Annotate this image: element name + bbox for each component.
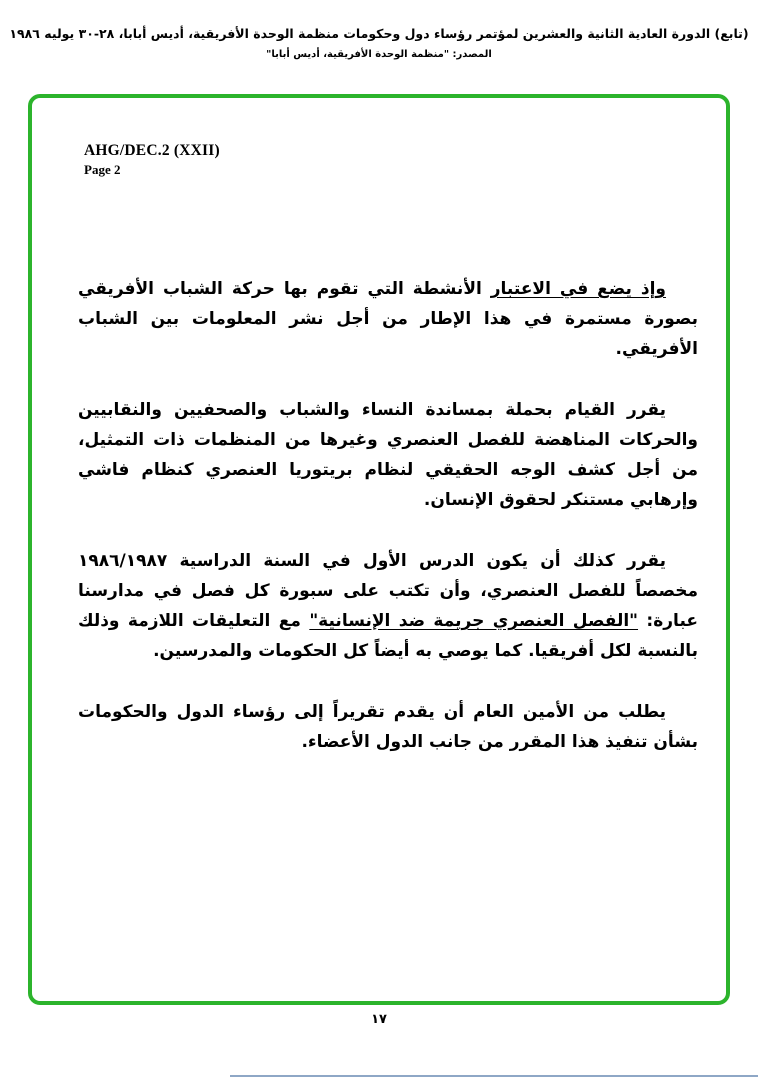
page-number: ١٧ [371,1012,387,1027]
document-frame [28,94,730,1005]
document-page-label: Page 2 [84,162,121,177]
text-segment: مع التعليقات اللازمة وذلك بالنسبة لكل أفريقيا. كما يوصي به أيضاً كل الحكومات والمدرسين. [78,611,698,661]
document-reference: AHG/DEC.2 (XXII) [84,142,220,159]
paragraph [78,395,698,515]
text-segment: يقرر القيام بحملة بمساندة النساء والشباب والصحفيين والنقابيين والحركات المناهضة للفصل العنصري وغيرها من المنظمات ذات التمثيل، من أجل كشف الوجه الحقيقي لنظام بريتوريا العنصري كنظام فاشي وإرهابي مستنكر لحقوق الإنسان. [78,400,698,510]
underlined-phrase: وإذ يضع في الاعتبار [490,279,666,299]
text-segment: يقرر كذلك أن يكون الدرس الأول في السنة الدراسية ١٩٨٦/١٩٨٧ مخصصاً للفصل العنصري، وأن تكتب على سبورة كل فصل في مدارسنا عبارة: [78,551,698,631]
paragraph [78,546,698,666]
text-segment: يطلب من الأمين العام أن يقدم تقريراً إلى رؤساء الدول والحكومات بشأن تنفيذ هذا المقرر من جانب الدول الأعضاء. [78,702,698,752]
paragraph [78,274,698,364]
document-body [78,274,698,757]
underlined-phrase: "الفصل العنصري جريمة ضد الإنسانية" [309,611,639,631]
text-segment: الأنشطة التي تقوم بها حركة الشباب الأفريقي بصورة مستمرة في هذا الإطار من أجل نشر المعلومات بين الشباب الأفريقي. [78,279,698,359]
paragraph [78,697,698,757]
header-session-line: (تابع) الدورة العادية الثانية والعشرين لمؤتمر رؤساء دول وحكومات منظمة الوحدة الأفريقية، أديس أبابا، ٢٨-٣٠ يوليه ١٩٨٦ [9,26,749,41]
scan-artifact-line [230,1075,758,1077]
header-source-line: المصدر: "منظمة الوحدة الأفريقية، أديس أبابا" [266,49,492,60]
source-header [0,26,758,60]
